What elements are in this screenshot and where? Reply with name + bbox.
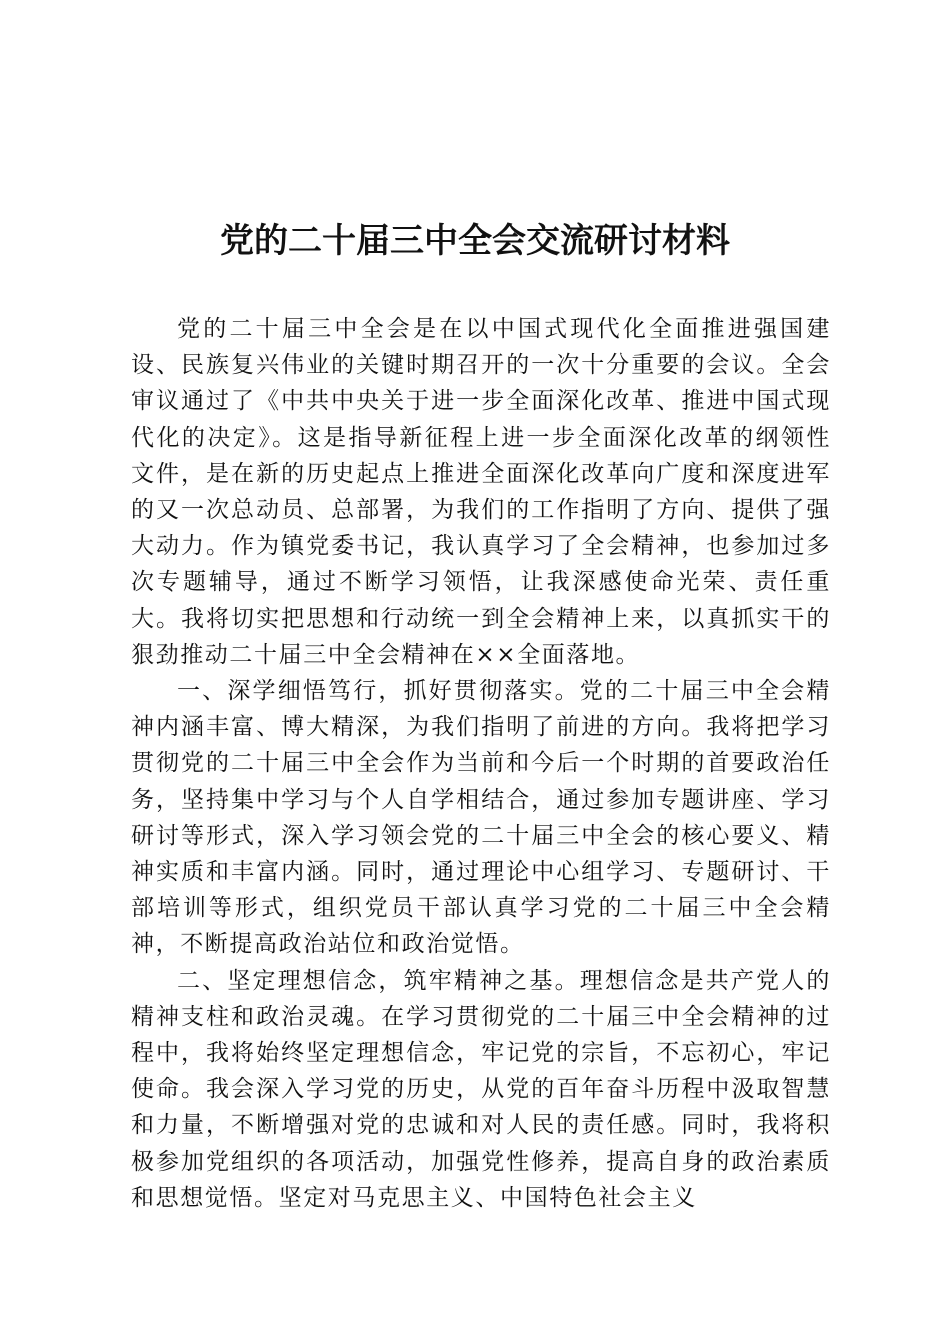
paragraph-intro: 党的二十届三中全会是在以中国式现代化全面推进强国建设、民族复兴伟业的关键时期召开的一次十分重要的会议。全会审议通过了《中共中央关于进一步全面深化改革、推进中国式现代化的决定》。这是指导新征程上进一步全面深化改革的纲领性文件，是在新的历史起点上推进全面深化改革向广度和深度进军的又一次总动员、总部署，为我们的工作指明了方向、提供了强大动力。作为镇党委书记，我认真学习了全会精神，也参加过多次专题辅导，通过不断学习领悟，让我深感使命光荣、责任重大。我将切实把思想和行动统一到全会精神上来，以真抓实干的狠劲推动二十届三中全会精神在××全面落地。 bbox=[131, 316, 831, 668]
paragraph-section-two: 二、坚定理想信念，筑牢精神之基。理想信念是共产党人的精神支柱和政治灵魂。在学习贯彻党的二十届三中全会精神的过程中，我将始终坚定理想信念，牢记党的宗旨，不忘初心，牢记使命。我会深入学习党的历史，从党的百年奋斗历程中汲取智慧和力量，不断增强对党的忠诚和对人民的责任感。同时，我将积极参加党组织的各项活动，加强党性修养，提高自身的政治素质和思想觉悟。坚定对马克思主义、中国特色社会主义 bbox=[131, 967, 831, 1211]
paragraph-section-one: 一、深学细悟笃行，抓好贯彻落实。党的二十届三中全会精神内涵丰富、博大精深，为我们指明了前进的方向。我将把学习贯彻党的二十届三中全会作为当前和今后一个时期的首要政治任务，坚持集中学习与个人自学相结合，通过参加专题讲座、学习研讨等形式，深入学习领会党的二十届三中全会的核心要义、精神实质和丰富内涵。同时，通过理论中心组学习、专题研讨、干部培训等形式，组织党员干部认真学习党的二十届三中全会精神，不断提高政治站位和政治觉悟。 bbox=[131, 678, 831, 958]
document-title: 党的二十届三中全会交流研讨材料 bbox=[220, 221, 730, 261]
document-body bbox=[131, 311, 831, 1216]
